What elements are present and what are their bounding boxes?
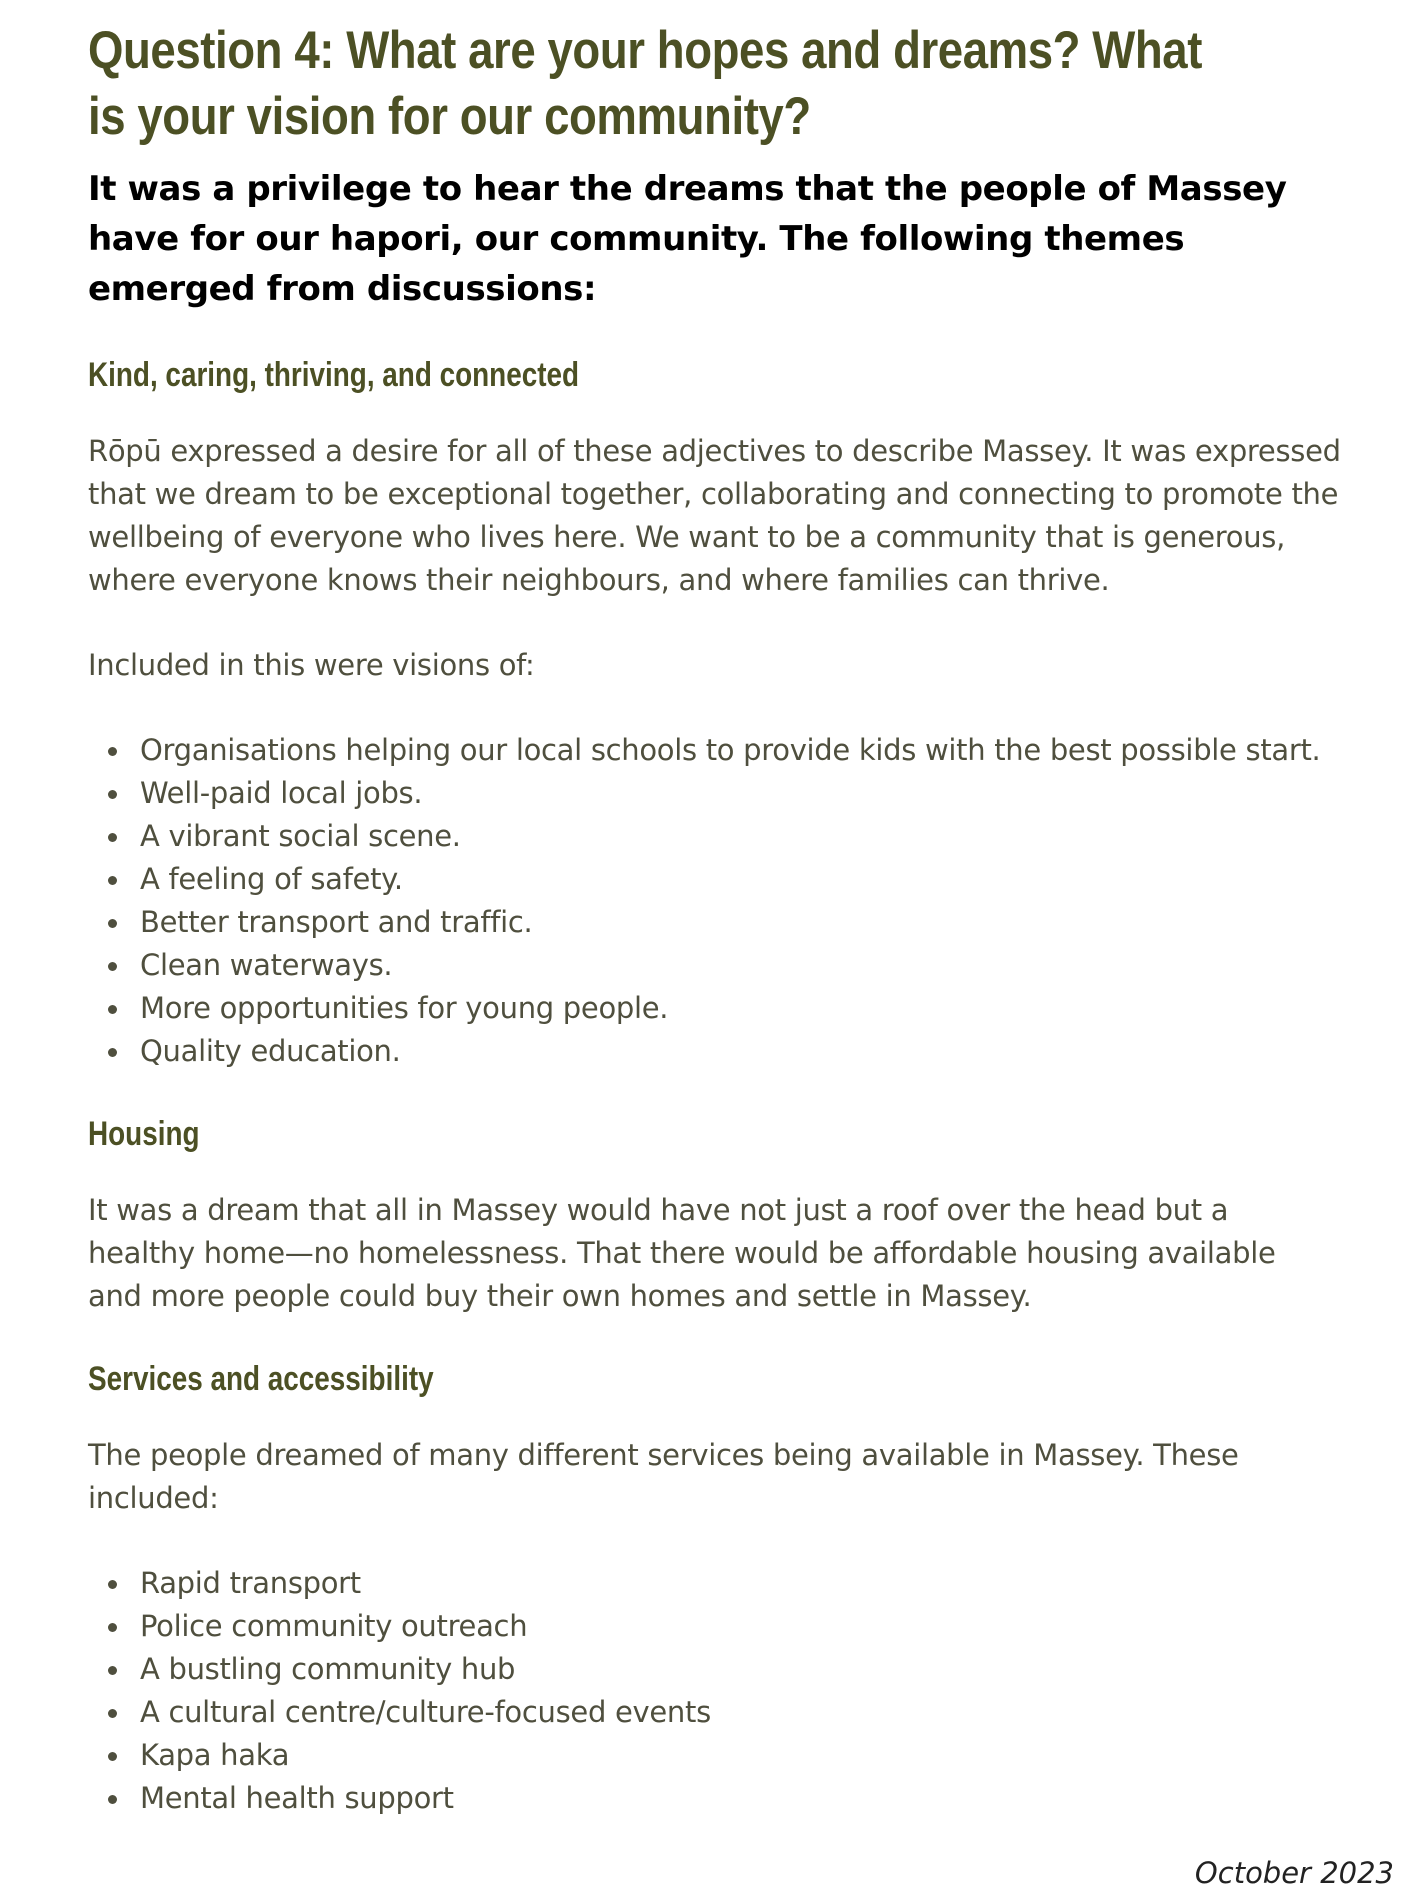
list-item: A cultural centre/culture-focused events bbox=[88, 1691, 1348, 1734]
section-heading: Services and accessibility bbox=[88, 1360, 434, 1398]
list-item: More opportunities for young people. bbox=[88, 987, 1348, 1030]
list-item: Organisations helping our local schools to provide kids with the best possible start. bbox=[88, 729, 1348, 772]
section-heading: Housing bbox=[88, 1115, 200, 1153]
section-lead: Included in this were visions of: bbox=[88, 648, 535, 682]
list-item: Well-paid local jobs. bbox=[88, 772, 1348, 815]
section-paragraph: Rōpū expressed a desire for all of these adjectives to describe Massey. It was expressed that we dream to be exceptional together, collaborating and connecting to promote the wellbeing of everyone who lives here. We want to be a community that is generous, where everyone knows their neighbours, and where families can thrive. bbox=[88, 434, 1341, 597]
visions-list bbox=[88, 729, 1348, 1073]
section-kind-caring bbox=[88, 354, 1348, 1073]
footer-date: October 2023 bbox=[1194, 1856, 1394, 1890]
list-item: A vibrant social scene. bbox=[88, 815, 1348, 858]
document-page bbox=[88, 18, 1348, 1820]
list-item: A feeling of safety. bbox=[88, 858, 1348, 901]
list-item: Rapid transport bbox=[88, 1562, 1348, 1605]
section-paragraph: It was a dream that all in Massey would have not just a roof over the head but a healthy home—no homelessness. That there would be affordable housing available and more people could buy their own homes and settle in Massey. bbox=[88, 1193, 1276, 1313]
page-title: Question 4: What are your hopes and dreams? What is your vision for our community? bbox=[88, 21, 1202, 146]
list-item: Kapa haka bbox=[88, 1734, 1348, 1777]
section-paragraph: The people dreamed of many different services being available in Massey. These included: bbox=[88, 1438, 1239, 1515]
list-item: Mental health support bbox=[88, 1777, 1348, 1820]
intro-paragraph: It was a privilege to hear the dreams that the people of Massey have for our hapori, our community. The following themes emerged from discussions: bbox=[88, 169, 1287, 309]
section-housing bbox=[88, 1113, 1348, 1318]
list-item: Clean waterways. bbox=[88, 944, 1348, 987]
services-list bbox=[88, 1562, 1348, 1820]
list-item: A bustling community hub bbox=[88, 1648, 1348, 1691]
section-services bbox=[88, 1358, 1348, 1820]
list-item: Police community outreach bbox=[88, 1605, 1348, 1648]
section-heading: Kind, caring, thriving, and connected bbox=[88, 356, 580, 394]
list-item: Better transport and traffic. bbox=[88, 901, 1348, 944]
list-item: Quality education. bbox=[88, 1030, 1348, 1073]
